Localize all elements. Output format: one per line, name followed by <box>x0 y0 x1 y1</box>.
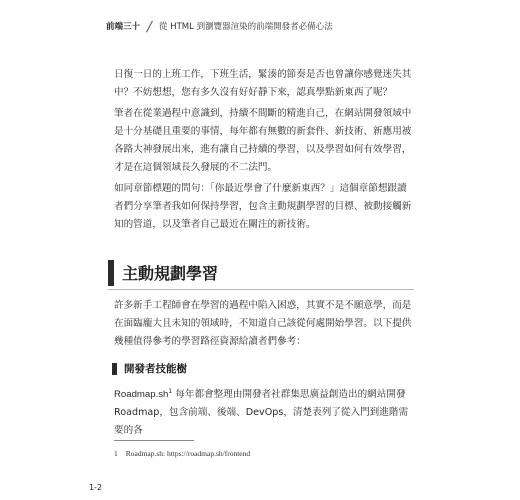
page-number: 1-2 <box>89 483 103 492</box>
section-heading <box>108 255 414 290</box>
header-chapter: 前端三十 <box>106 22 141 32</box>
footnote-text: Roadmap.sh: https://roadmap.sh/frontend <box>125 449 251 458</box>
intro-paragraph-2: 筆者在從業過程中意識到，持續不間斷的精進自己，在網站開發領域中是十分基礎且重要的事情，每年都有無數的新套件、新技術、新應用被各路大神發展出來，進有讓自己持續的學習，以及學習如何有效學習，才是在這個領域長久發展的不二法門。 <box>114 108 412 173</box>
intro-paragraph-3: 如同章節標題的問句：「你最近學會了什麼新東西？」這個章節想跟讀者們分享筆者我如何保持學習，包含主動規劃學習的目標、被動接觸新知的管道，以及筆者自己最近在關注的新技術。 <box>114 183 412 230</box>
roadmap-link-text: Roadmap.sh <box>114 389 169 400</box>
header-divider-icon <box>144 21 156 32</box>
footnote-reference: 1 <box>168 387 173 395</box>
subsection-heading-bar <box>112 363 117 375</box>
section-heading-bar <box>108 260 114 286</box>
subsection-paragraph <box>114 386 412 440</box>
running-header <box>106 20 333 32</box>
subsection-paragraph-line-1: 每年都會整理由開發者社群集思廣益創造出的網站開發 <box>172 389 406 400</box>
subsection-heading-text: 開發者技能樹 <box>124 363 187 375</box>
subsection-paragraph-line-2: Roadmap，包含前端、後端、DevOps，清楚表列了從入門到進階需要的各 <box>114 407 409 436</box>
footnote-divider <box>114 440 194 441</box>
footnote <box>114 449 250 458</box>
intro-paragraph-1: 日復一日的上班工作，下班生活，緊湊的節奏是否也曾讓你感覺迷失其中？不妨想想，您有多久沒有好好靜下來，認真學點新東西了呢？ <box>114 69 412 98</box>
footnote-number: 1 <box>114 449 118 458</box>
section-paragraph: 許多新手工程師會在學習的過程中陷入困惑，其實不是不願意學，而是在面臨龐大且未知的領域時，不知道自己該從何處開始學習。以下提供幾種值得參考的學習路徑資源給讀者們參考： <box>114 300 412 347</box>
section-heading-text: 主動規劃學習 <box>122 264 219 283</box>
header-book-title: 從 HTML 到瀏覽器渲染的前端開發者必備心法 <box>159 22 333 32</box>
